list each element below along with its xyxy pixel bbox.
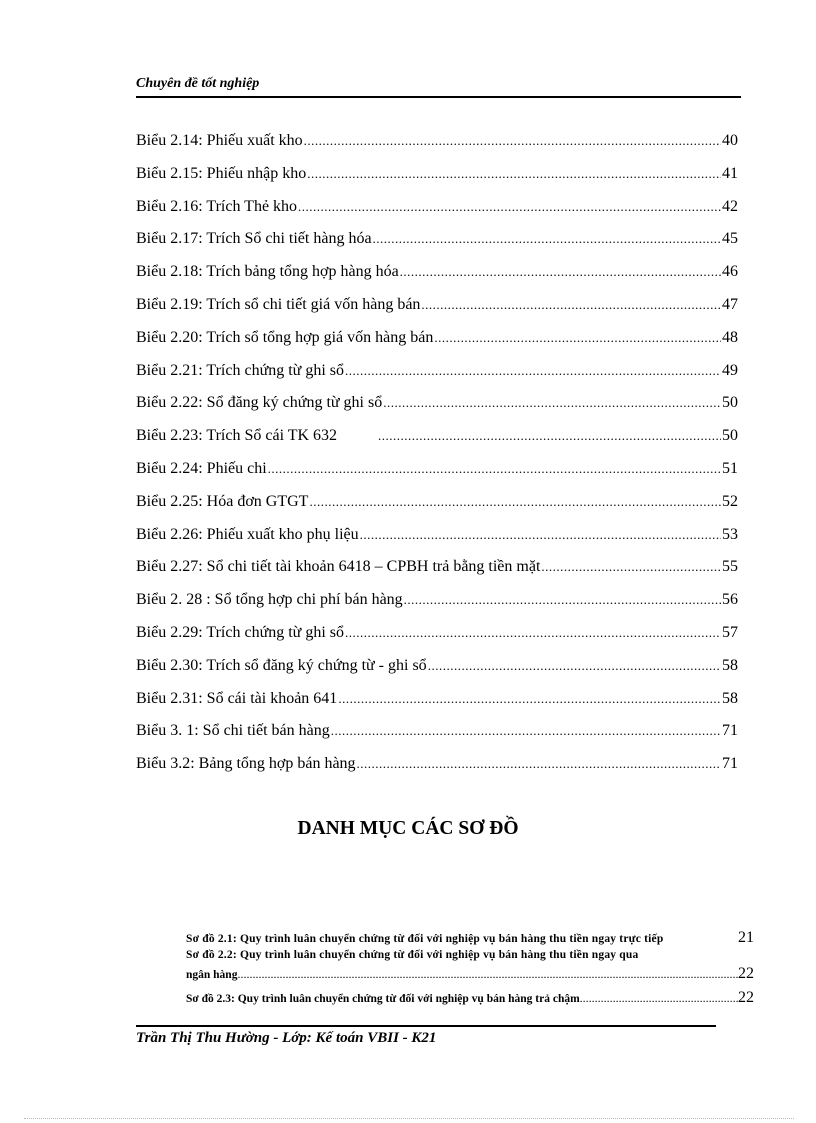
diagram-entry-page: 22 bbox=[738, 965, 754, 982]
toc-entry[interactable] bbox=[136, 590, 738, 623]
diagram-entry-label: Sơ đồ 2.1: Quy trình luân chuyển chứng từ đối với nghiệp vụ bán hàng thu tiền ngay trực tiếp bbox=[186, 933, 664, 945]
toc-entry[interactable] bbox=[136, 393, 738, 426]
toc-entry-label: Biểu 2.24: Phiếu chi bbox=[136, 459, 267, 477]
toc-entry[interactable] bbox=[136, 656, 738, 689]
toc-entry[interactable] bbox=[136, 492, 738, 525]
toc-entry-label: Biểu 2.18: Trích bảng tổng hợp hàng hóa bbox=[136, 263, 399, 281]
diagram-entry-page: 21 bbox=[738, 929, 754, 946]
toc-entry[interactable] bbox=[136, 689, 738, 722]
toc-entry-label: Biểu 2.25: Hóa đơn GTGT bbox=[136, 492, 309, 510]
toc-entry-page: 47 bbox=[722, 295, 738, 313]
toc-entry-page: 50 bbox=[722, 427, 738, 445]
dot-leader bbox=[378, 426, 721, 446]
dot-leader bbox=[434, 328, 721, 348]
dot-leader bbox=[268, 459, 721, 479]
toc-entry-page: 49 bbox=[722, 361, 738, 379]
toc-entry-label: Biểu 2.29: Trích chứng từ ghi sổ bbox=[136, 623, 345, 641]
toc-entry-label: Biểu 3.2: Bảng tổng hợp bán hàng bbox=[136, 755, 356, 773]
toc-entry-label: Biểu 2.23: Trích Sổ cái TK 632 bbox=[136, 427, 378, 445]
toc-entry-page: 52 bbox=[722, 492, 738, 510]
toc-entry-page: 58 bbox=[722, 656, 738, 674]
toc-entry[interactable] bbox=[136, 557, 738, 590]
dot-leader bbox=[307, 164, 721, 184]
toc-entry-page: 71 bbox=[722, 755, 738, 773]
toc-entry[interactable] bbox=[136, 262, 738, 295]
toc-entry-label: Biểu 2.14: Phiếu xuất kho bbox=[136, 132, 303, 149]
toc-entry-label: Biểu 2.17: Trích Sổ chi tiết hàng hóa bbox=[136, 230, 372, 248]
toc-entry-label: Biểu 2.26: Phiếu xuất kho phụ liệu bbox=[136, 525, 359, 543]
toc-entry-page: 46 bbox=[722, 263, 738, 281]
table-of-contents bbox=[136, 131, 738, 787]
dot-leader bbox=[421, 295, 721, 315]
toc-entry-label: Biểu 2.22: Sổ đăng ký chứng từ ghi sổ bbox=[136, 394, 383, 412]
toc-entry-page: 57 bbox=[722, 623, 738, 641]
dot-leader bbox=[383, 393, 721, 413]
toc-entry[interactable] bbox=[136, 328, 738, 361]
toc-entry-page: 45 bbox=[722, 230, 738, 248]
toc-entry[interactable] bbox=[136, 426, 738, 459]
toc-entry-page: 58 bbox=[722, 689, 738, 707]
toc-entry[interactable] bbox=[136, 721, 738, 754]
dot-leader bbox=[345, 623, 721, 643]
toc-entry-page: 42 bbox=[722, 197, 738, 215]
toc-entry-page: 48 bbox=[722, 328, 738, 346]
dot-leader bbox=[331, 721, 721, 741]
dot-leader bbox=[360, 525, 721, 545]
dot-leader bbox=[298, 197, 721, 217]
toc-entry-label: Biểu 2.30: Trích sổ đăng ký chứng từ - ghi sổ bbox=[136, 656, 427, 674]
toc-entry[interactable] bbox=[136, 623, 738, 656]
toc-entry-page: 51 bbox=[722, 459, 738, 477]
toc-entry-label: Biểu 2.20: Trích sổ tổng hợp giá vốn hàng bán bbox=[136, 328, 434, 346]
dot-leader bbox=[237, 967, 738, 982]
dot-leader bbox=[345, 361, 721, 381]
diagram-list bbox=[186, 929, 754, 1013]
toc-entry-label: Biểu 2.21: Trích chứng từ ghi sổ bbox=[136, 361, 345, 379]
dot-leader bbox=[541, 557, 721, 577]
toc-entry-label: Biểu 2.16: Trích Thẻ kho bbox=[136, 197, 298, 215]
toc-entry-label: Biểu 2.31: Sổ cái tài khoản 641 bbox=[136, 689, 338, 707]
dot-leader bbox=[580, 991, 738, 1006]
dot-leader bbox=[309, 492, 721, 512]
toc-entry-label: Biểu 3. 1: Sổ chi tiết bán hàng bbox=[136, 722, 330, 740]
toc-entry[interactable] bbox=[136, 295, 738, 328]
toc-entry[interactable] bbox=[136, 525, 738, 558]
toc-entry[interactable] bbox=[136, 131, 738, 164]
diagram-entry-page: 22 bbox=[738, 989, 754, 1006]
diagram-entry-label: Sơ đồ 2.2: Quy trình luân chuyển chứng từ đối với nghiệp vụ bán hàng thu tiền ngay qua bbox=[186, 949, 639, 961]
dot-leader bbox=[400, 262, 721, 282]
page-header-title: Chuyên đề tốt nghiệp bbox=[136, 76, 260, 91]
dot-leader bbox=[338, 689, 721, 709]
toc-entry[interactable] bbox=[136, 229, 738, 262]
dot-leader bbox=[428, 656, 721, 676]
toc-entry-page: 71 bbox=[722, 722, 738, 740]
toc-entry[interactable] bbox=[136, 197, 738, 230]
diagram-entry[interactable] bbox=[186, 949, 754, 965]
toc-entry[interactable] bbox=[136, 459, 738, 492]
dot-leader bbox=[373, 229, 721, 249]
toc-entry-page: 50 bbox=[722, 394, 738, 412]
dot-leader bbox=[304, 131, 721, 151]
toc-entry-page: 41 bbox=[722, 164, 738, 182]
diagram-entry-label: ngân hàng bbox=[186, 969, 238, 981]
toc-entry[interactable] bbox=[136, 754, 738, 787]
toc-entry-label: Biểu 2.15: Phiếu nhập kho bbox=[136, 164, 307, 182]
toc-entry-label: Biểu 2.27: Sổ chi tiết tài khoản 6418 – CPBH trả bằng tiền mặt bbox=[136, 558, 541, 576]
toc-entry-label: Biểu 2. 28 : Sổ tổng hợp chi phí bán hàng bbox=[136, 591, 403, 609]
header-divider bbox=[136, 96, 741, 98]
toc-entry[interactable] bbox=[136, 361, 738, 394]
diagram-entry-continuation[interactable] bbox=[186, 965, 754, 989]
toc-entry-page: 40 bbox=[722, 132, 738, 149]
diagram-entry[interactable] bbox=[186, 989, 754, 1013]
footer-divider bbox=[136, 1025, 716, 1027]
toc-entry-label: Biểu 2.19: Trích sổ chi tiết giá vốn hàng bán bbox=[136, 295, 421, 313]
toc-entry-page: 55 bbox=[722, 558, 738, 576]
diagram-list-heading: DANH MỤC CÁC SƠ ĐỒ bbox=[297, 818, 519, 839]
diagram-entry-label: Sơ đồ 2.3: Quy trình luân chuyển chứng từ đối với nghiệp vụ bán hàng trả chậm bbox=[186, 993, 580, 1005]
toc-entry[interactable] bbox=[136, 164, 738, 197]
diagram-entry[interactable] bbox=[186, 929, 754, 949]
toc-entry-page: 56 bbox=[722, 591, 738, 609]
dot-leader bbox=[404, 590, 721, 610]
page-bottom-border bbox=[24, 1118, 794, 1119]
page-footer-text: Trần Thị Thu Hường - Lớp: Kế toán VBII - K21 bbox=[136, 1030, 437, 1046]
dot-leader bbox=[357, 754, 721, 774]
toc-entry-page: 53 bbox=[722, 525, 738, 543]
